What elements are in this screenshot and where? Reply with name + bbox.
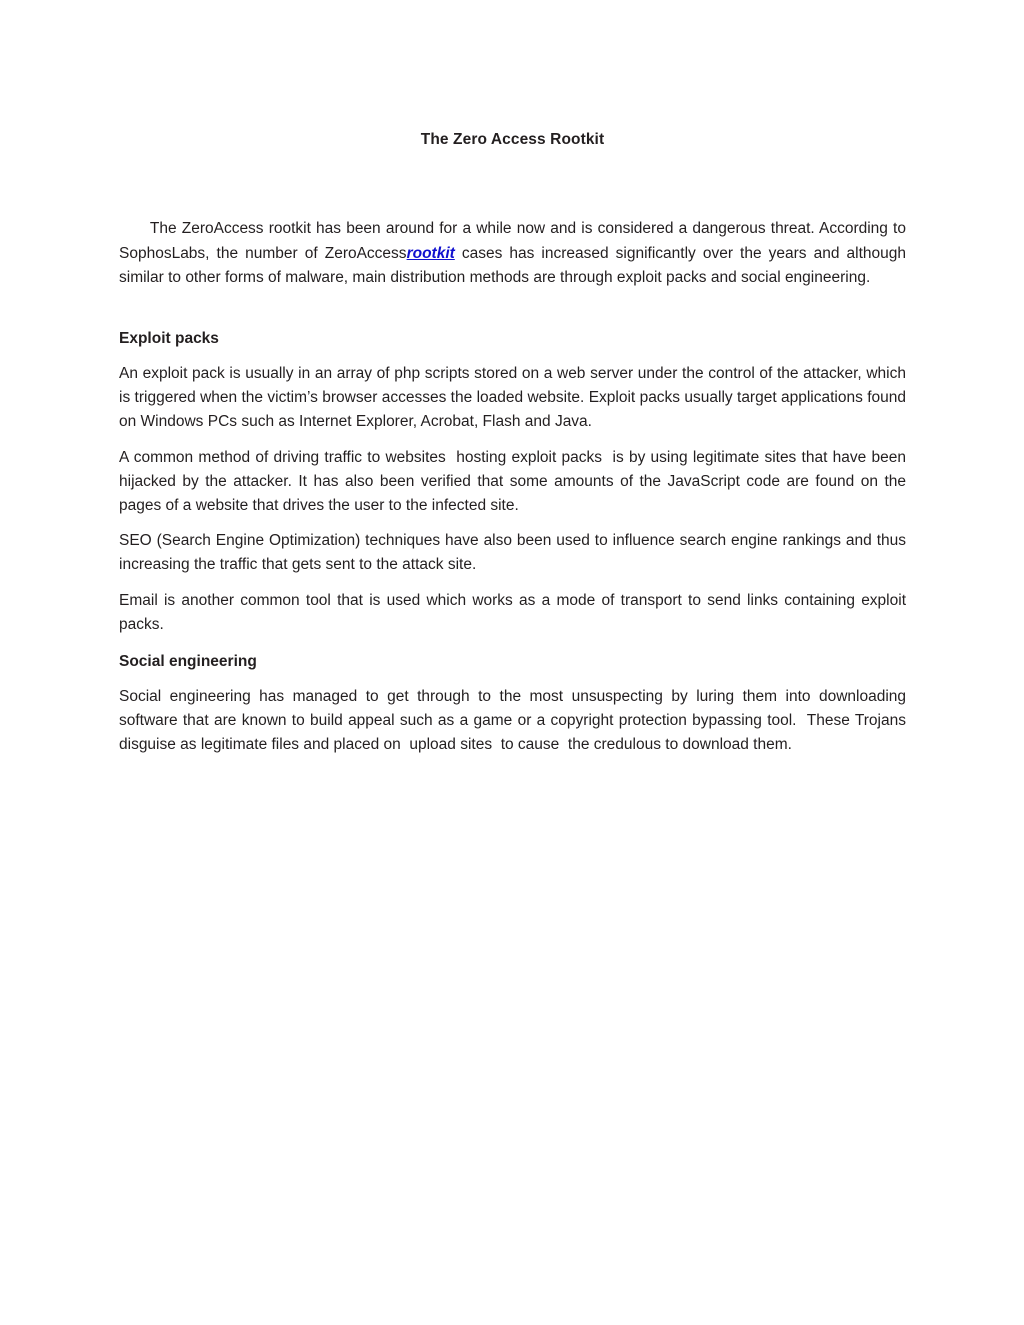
section-heading-exploit-packs: Exploit packs	[119, 330, 219, 348]
paragraph-intro	[119, 193, 911, 314]
section-heading-social-engineering: Social engineering	[119, 652, 257, 670]
paragraph-driving-traffic: A common method of driving traffic to websites hosting exploit packs is by using legitimate sites that have been hijacked by the attacker. It has also been verified that some amounts of the JavaScript code are found on the pages of a website that drives the user to the infected site.	[119, 448, 911, 514]
page-title: The Zero Access Rootkit	[420, 131, 605, 148]
paragraph-social-engineering-body: Social engineering has managed to get through to the most unsuspecting by luring them into downloading software that are known to build appeal such as a game or a copyright protection bypassing tool. These Trojans disguise as legitimate files and placed on upload sites to cause the credulous to download them.	[119, 687, 911, 754]
intro-text-before-link: The ZeroAccess rootkit has been around for a while now and is considered a dangerous threat. According to SophosLabs, the number of ZeroAccess	[119, 220, 911, 262]
paragraph-email: Email is another common tool that is used which works as a mode of transport to send links containing exploit packs.	[119, 591, 911, 633]
title-spacer	[119, 151, 906, 193]
rootkit-link[interactable]: rootkit	[406, 244, 455, 262]
intro-text-after-link: cases has increased significantly over the years and although similar to other forms of malware, main distribution methods are through exploit packs and social engineering.	[119, 244, 911, 286]
paragraph-seo: SEO (Search Engine Optimization) techniques have also been used to influence search engine rankings and thus increasing the traffic that gets sent to the attack site.	[119, 532, 911, 574]
paragraph-exploit-packs-definition: An exploit pack is usually in an array of php scripts stored on a web server under the control of the attacker, which is triggered when the victim’s browser accesses the loaded website. Exploit packs usually target applications found on Windows PCs such as Internet Explorer, Acrobat, Flash and Java.	[119, 365, 911, 431]
document-body	[119, 128, 911, 757]
